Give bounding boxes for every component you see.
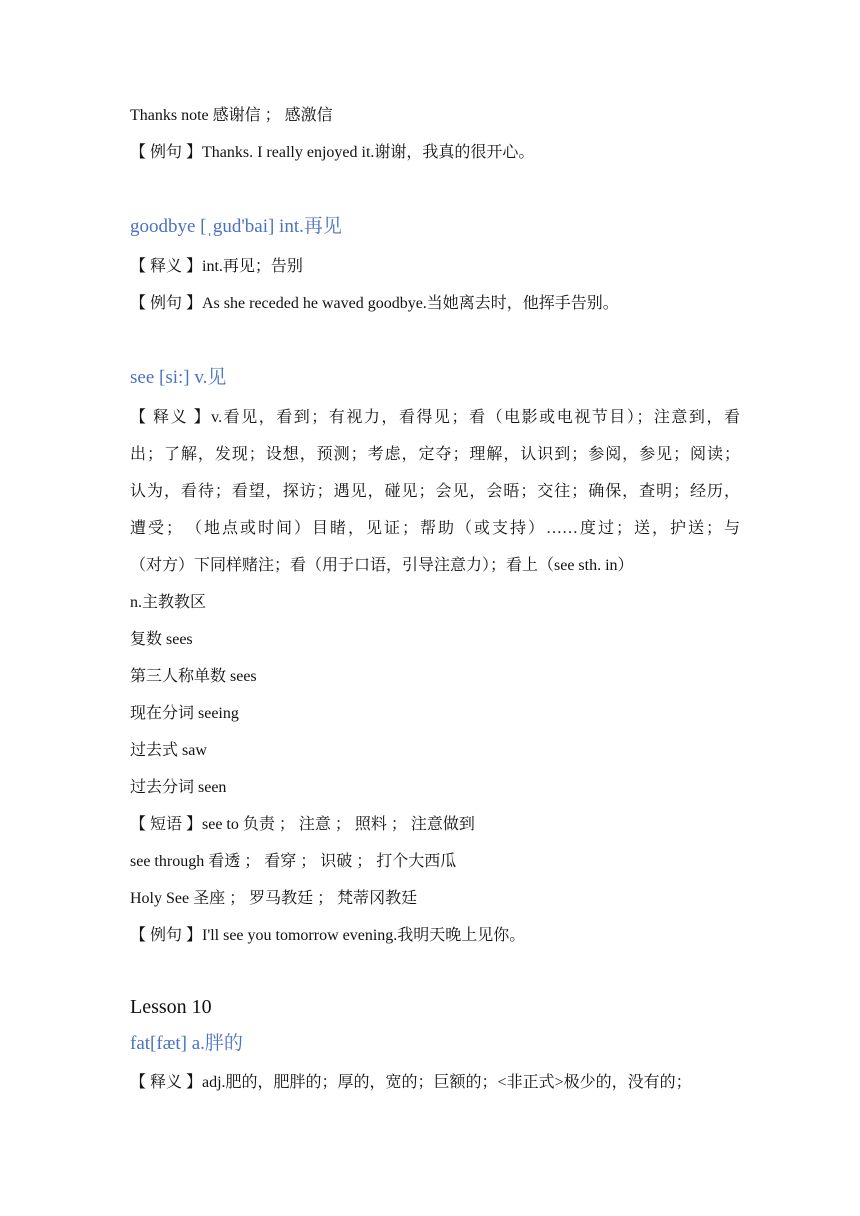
see-third-person: 第三人称单数 sees <box>130 668 257 685</box>
see-definition-line: 【 释义 】v.看见，看到；有视力，看得见；看（电影或电视节目）；注意到，看 <box>130 409 740 426</box>
entry-thanks-example: 【 例句 】Thanks. I really enjoyed it.谢谢，我真的很开心。 <box>130 144 535 161</box>
see-phrase: see through 看透 ； 看穿 ； 识破 ； 打个大西瓜 <box>130 853 457 870</box>
see-past-participle: 过去分词 seen <box>130 779 227 796</box>
goodbye-definition: 【 释义 】int.再见；告别 <box>130 258 303 275</box>
see-example: 【 例句 】I'll see you tomorrow evening.我明天晚上见你。 <box>130 927 526 944</box>
heading-fat: fat[fæt] a.胖的 <box>130 1033 243 1054</box>
see-phrase: 【 短语 】see to 负责 ； 注意 ； 照料 ； 注意做到 <box>130 816 475 833</box>
lesson-title: Lesson 10 <box>130 996 212 1018</box>
see-phrase: Holy See 圣座 ； 罗马教廷 ； 梵蒂冈教廷 <box>130 890 418 907</box>
see-noun: n.主教教区 <box>130 594 207 611</box>
see-definition-line: 出；了解，发现；设想，预测；考虑，定夺；理解，认识到；参阅，参见；阅读； <box>130 446 740 463</box>
see-definition-line: 遭受； （地点或时间）目睹，见证；帮助（或支持）……度过；送，护送；与 <box>130 520 740 537</box>
heading-see: see [si:] v.见 <box>130 367 227 388</box>
see-past-tense: 过去式 saw <box>130 742 207 759</box>
see-present-participle: 现在分词 seeing <box>130 705 239 722</box>
goodbye-example: 【 例句 】As she receded he waved goodbye.当她离去时，他挥手告别。 <box>130 295 619 312</box>
fat-definition: 【 释义 】adj.肥的，肥胖的；厚的，宽的；巨额的；<非正式>极少的，没有的； <box>130 1074 692 1091</box>
see-definition-line: （对方）下同样赌注；看（用于口语，引导注意力）；看上（see sth. in） <box>130 557 634 574</box>
see-definition-line: 认为，看待；看望，探访；遇见，碰见；会见，会晤；交往；确保，查明；经历， <box>130 483 740 500</box>
see-plural: 复数 sees <box>130 631 193 648</box>
entry-thanks-note: Thanks note 感谢信 ； 感激信 <box>130 107 333 124</box>
heading-goodbye: goodbye [ˌgud'bai] int.再见 <box>130 216 342 237</box>
